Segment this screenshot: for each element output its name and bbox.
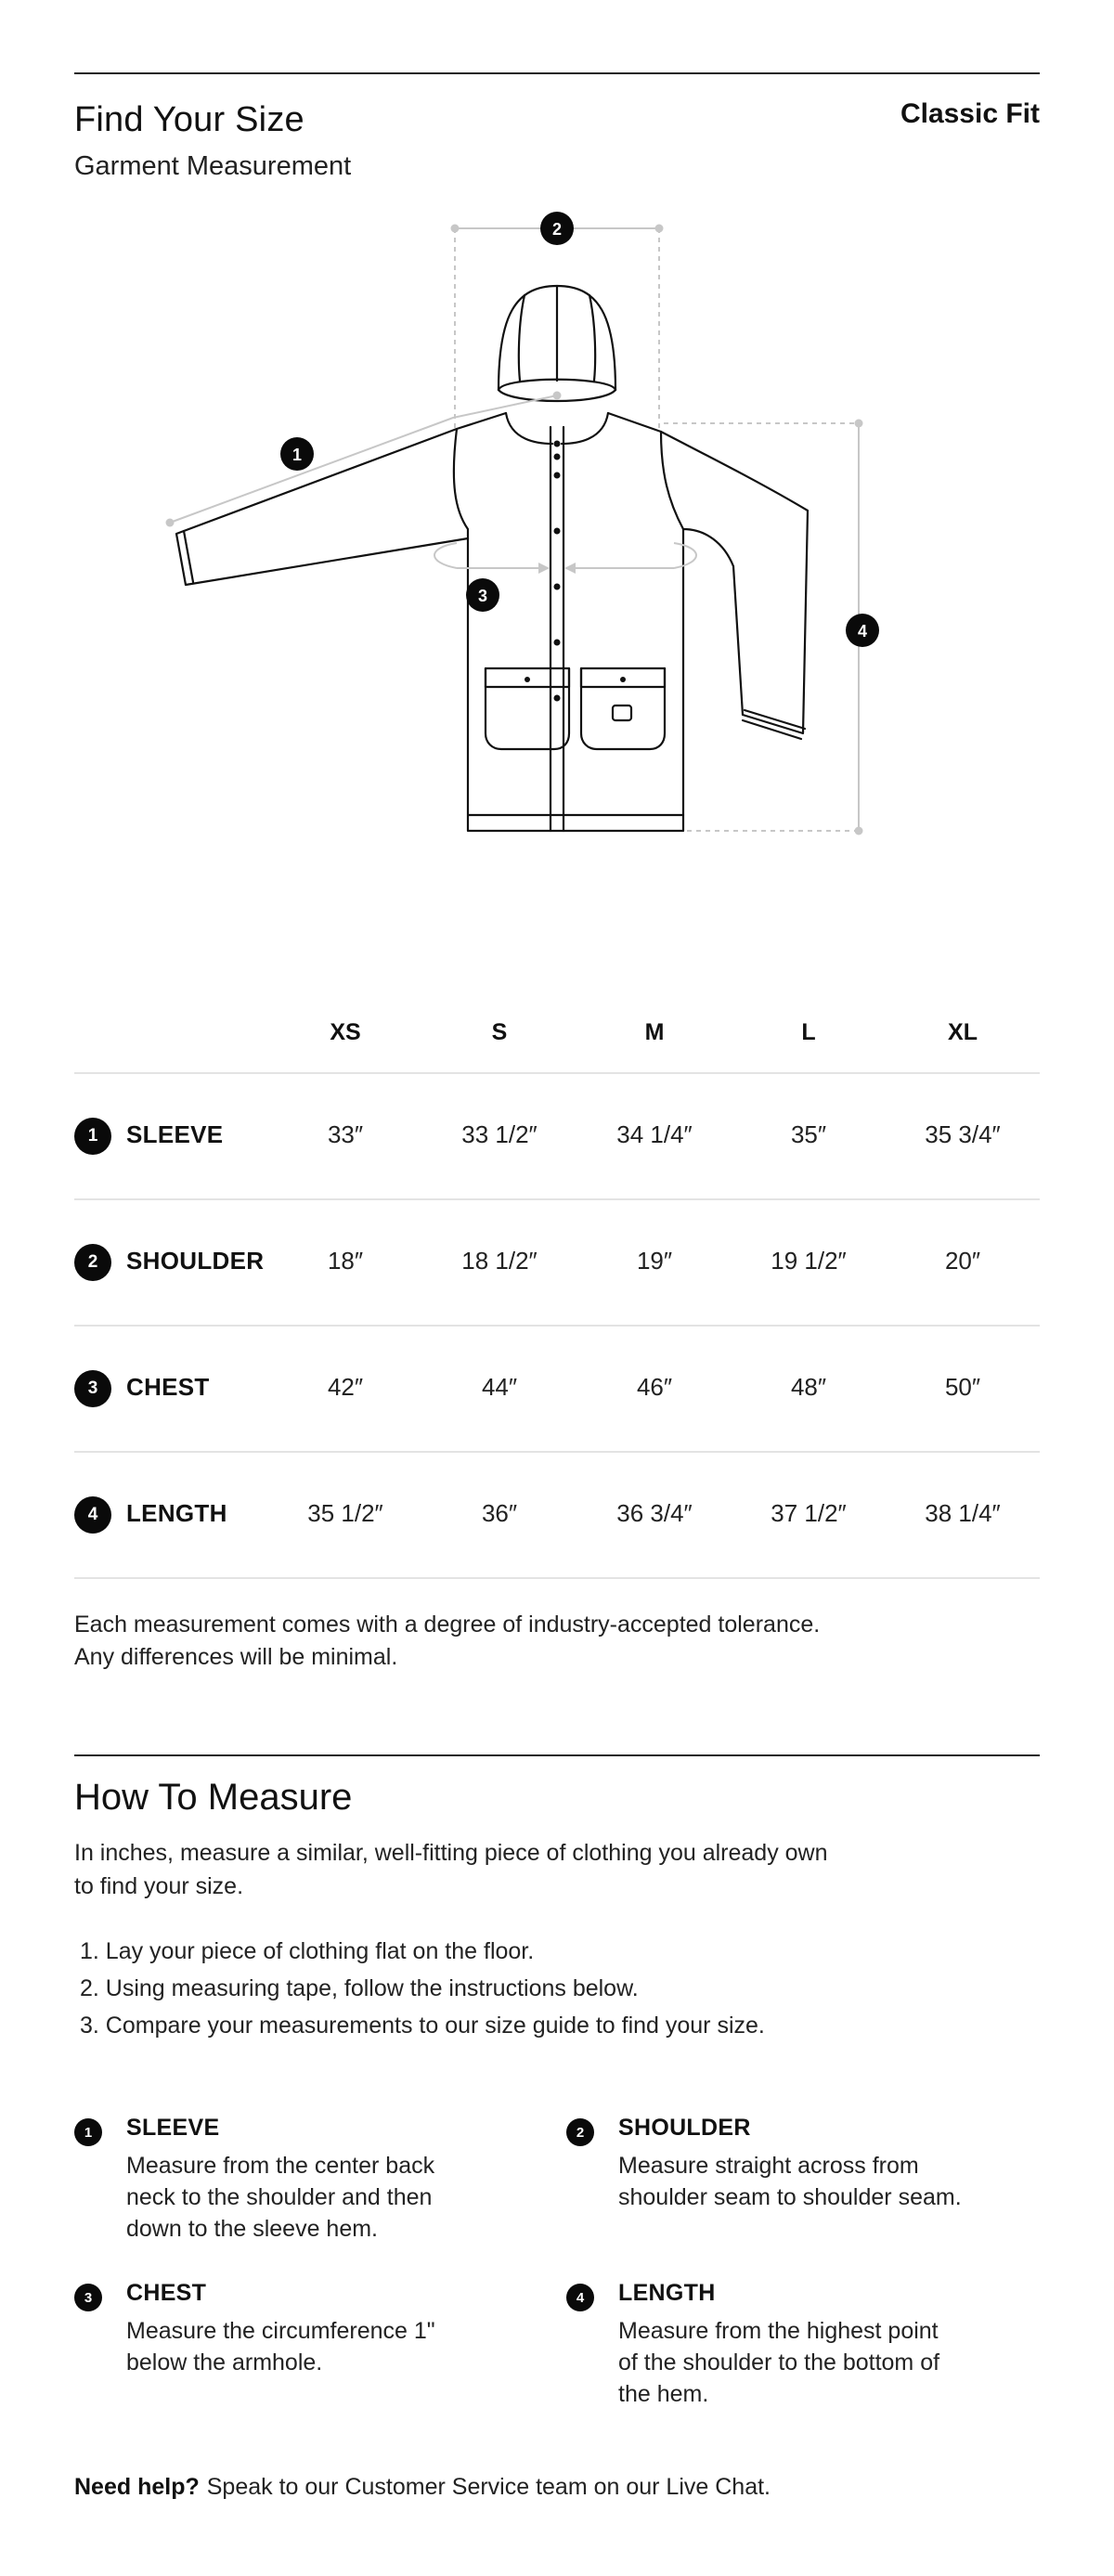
table-cell: 33 1/2″ [461,1120,538,1148]
size-header-xl: XL [948,1019,978,1045]
svg-text:2: 2 [551,220,563,239]
svg-text:3: 3 [477,587,488,605]
size-header-s: S [491,1019,508,1045]
size-header-m: M [644,1019,665,1045]
help-footer [74,2474,771,2501]
svg-text:1: 1 [291,446,303,464]
table-row-chest [74,1327,1040,1453]
measure-title: SHOULDER [618,2115,751,2141]
table-row-sleeve [74,1074,1040,1200]
jacket-measurement-diagram [74,204,1040,854]
table-row-shoulder [74,1200,1040,1327]
diagram-marker-2 [540,212,574,245]
measure-description: Measure from the center back neck to the shoulder and then down to the sleeve hem. [126,2153,435,2242]
table-cell: 38 1/4″ [925,1499,1001,1527]
measure-steps-list [74,1933,765,2044]
list-item: 2. Using measuring tape, follow the instructions below. [80,1975,639,2001]
page-subtitle: Garment Measurement [74,151,352,181]
measure-description: Measure from the highest point of the shoulder to the bottom of the hem. [618,2318,940,2407]
list-item: 1. Lay your piece of clothing flat on the floor. [80,1938,535,1964]
row-label: LENGTH [126,1499,227,1527]
table-cell: 20″ [944,1247,981,1275]
row-number-badge: 1 [74,1118,111,1155]
table-cell: 19 1/2″ [771,1247,847,1275]
help-label: Need help? [74,2474,200,2500]
jacket-left-sleeve [176,429,468,585]
measure-number-badge: 2 [566,2118,594,2146]
table-cell: 36 3/4″ [616,1499,693,1527]
page-title: Find Your Size [74,100,304,139]
size-guide-page [74,0,1040,2576]
svg-text:4: 4 [857,622,868,641]
row-number-badge: 4 [74,1496,111,1534]
measure-title: CHEST [126,2280,207,2306]
measure-number-badge: 4 [566,2284,594,2311]
how-to-intro: In inches, measure a similar, well-fitting piece of clothing you already own to find your size. [74,1840,828,1899]
table-cell: 18 1/2″ [461,1247,538,1275]
table-cell: 34 1/4″ [616,1120,693,1148]
tolerance-note: Each measurement comes with a degree of industry-accepted tolerance. Any differences will be minimal. [74,1612,821,1670]
measure-description: Measure the circumference 1" below the armhole. [126,2318,435,2375]
row-label: CHEST [126,1373,210,1401]
table-cell: 42″ [327,1373,364,1401]
table-cell: 48″ [790,1373,827,1401]
section-divider [74,1754,1040,1756]
measure-description: Measure straight across from shoulder seam to shoulder seam. [618,2153,962,2210]
table-cell: 19″ [636,1247,673,1275]
size-header-xs: XS [330,1019,361,1045]
size-table-header [74,1003,1040,1074]
table-cell: 50″ [944,1373,981,1401]
measure-number-badge: 1 [74,2118,102,2146]
table-cell: 35 1/2″ [307,1499,383,1527]
measure-number-badge: 3 [74,2284,102,2311]
row-number-badge: 2 [74,1244,111,1281]
size-header-l: L [801,1019,816,1045]
row-label: SLEEVE [126,1120,224,1148]
measure-title: SLEEVE [126,2115,220,2141]
table-row-length [74,1453,1040,1579]
top-divider [74,72,1040,74]
table-cell: 35 3/4″ [925,1120,1001,1148]
table-cell: 18″ [327,1247,364,1275]
table-cell: 36″ [481,1499,518,1527]
jacket-body-outline [454,413,683,831]
measure-title: LENGTH [618,2280,716,2306]
table-cell: 37 1/2″ [771,1499,847,1527]
list-item: 3. Compare your measurements to our size guide to find your size. [80,2013,765,2039]
row-number-badge: 3 [74,1370,111,1407]
diagram-marker-3 [466,578,499,612]
live-chat-text: Speak to our Customer Service team on our Live Chat. [206,2474,771,2500]
how-to-measure-title: How To Measure [74,1777,353,1818]
size-chart-table [74,1003,1040,1579]
diagram-marker-1 [280,437,314,471]
table-cell: 44″ [481,1373,518,1401]
table-cell: 46″ [636,1373,673,1401]
row-label: SHOULDER [126,1247,265,1275]
table-cell: 35″ [790,1120,827,1148]
table-cell: 33″ [327,1120,364,1148]
diagram-marker-4 [846,614,879,647]
fit-label: Classic Fit [900,98,1040,129]
